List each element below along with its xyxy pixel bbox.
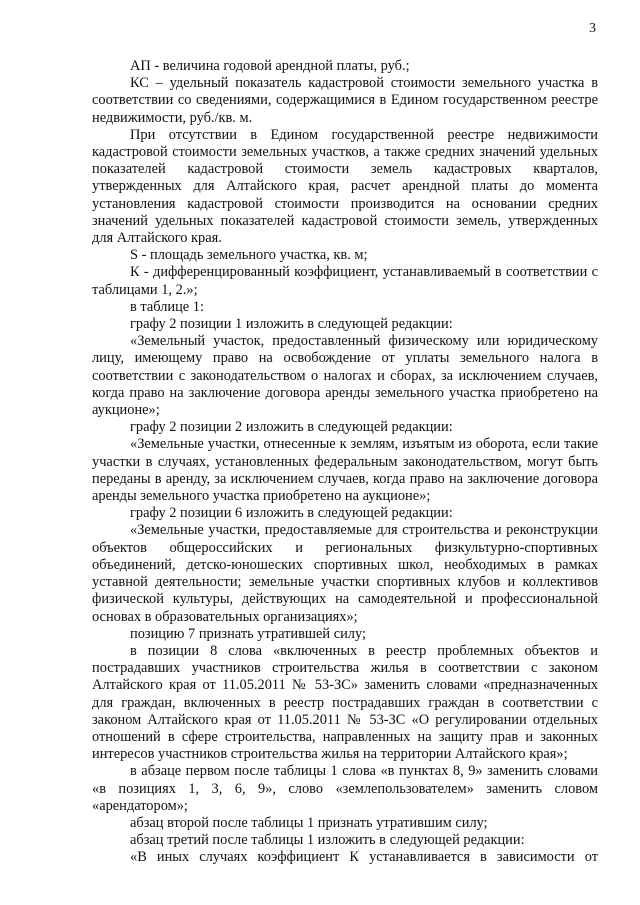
paragraph: «Земельные участки, отнесенные к землям, изъятым из оборота, если такие участки в случаях, установленных федеральным законодательством, могут быть переданы в аренду, за исключением случаев, когда право на заключение договора аренды земельного участка приобретено на аукционе»;	[92, 436, 598, 505]
paragraph: графу 2 позиции 6 изложить в следующей редакции:	[130, 505, 453, 522]
paragraph: графу 2 позиции 2 изложить в следующей редакции:	[130, 419, 453, 436]
paragraph: S - площадь земельного участка, кв. м;	[130, 247, 368, 264]
paragraph: абзац третий после таблицы 1 изложить в следующей редакции:	[130, 832, 525, 849]
paragraph: позицию 7 признать утратившей силу;	[130, 625, 366, 642]
paragraph: КС – удельный показатель кадастровой стоимости земельного участка в соответствии со сведениями, содержащимися в Едином государственном реестре недвижимости, руб./кв. м.	[92, 75, 598, 126]
paragraph: в абзаце первом после таблицы 1 слова «в пунктах 8, 9» заменить словами «в позициях 1, 3, 6, 9», слово «землепользователем» заменить словом «арендатором»;	[92, 763, 598, 814]
paragraph: графу 2 позиции 1 изложить в следующей редакции:	[130, 316, 453, 333]
paragraph: «Земельный участок, предоставленный физическому или юридическому лицу, имеющему право на освобождение от уплаты земельного налога в соответствии с законодательством о налогах и сборах, за исключением случаев, когда право на заключение договора аренды земельного участка приобретено на аукционе»;	[92, 333, 598, 419]
paragraph: «Земельные участки, предоставляемые для строительства и реконструкции объектов общероссийских и региональных физкультурно-спортивных объединений, детско-юношеских спортивных школ, необходимых в рамках уставной деятельности; земельные участки спортивных клубов и коллективов физической культуры, действующих на самодеятельной и профессиональной основах в образовательных организациях»;	[92, 522, 598, 625]
paragraph: абзац второй после таблицы 1 признать утратившим силу;	[130, 814, 488, 831]
paragraph: «В иных случаях коэффициент К устанавливается в зависимости от	[130, 849, 598, 866]
paragraph: АП - величина годовой арендной платы, руб.;	[130, 58, 410, 74]
page-number: 3	[589, 21, 596, 36]
paragraph: в таблице 1:	[130, 298, 204, 315]
document-body	[92, 58, 598, 867]
paragraph: При отсутствии в Едином государственной реестре недвижимости кадастровой стоимости земельных участков, а также средних значений удельных показателей кадастровой стоимости земель кадастровых кварталов, утвержденных для Алтайского края, расчет арендной платы до момента установления кадастровой стоимости производится на основании средних значений удельных показателей кадастровой стоимости земель, утвержденных для Алтайского края.	[92, 126, 598, 247]
paragraph: К - дифференцированный коэффициент, устанавливаемый в соответствии с таблицами 1, 2.»;	[92, 264, 598, 298]
paragraph: в позиции 8 слова «включенных в реестр проблемных объектов и пострадавших участников строительства жилья в соответствии с законом Алтайского края от 11.05.2011 № 53-ЗС» заменить словами «предназначенных для граждан, включенных в реестр пострадавших граждан в соответствии с законом Алтайского края от 11.05.2011 № 53-ЗС «О регулировании отдельных отношений в сфере строительства, направленных на защиту прав и законных интересов участников строительства жилья на территории Алтайского края»;	[92, 642, 598, 763]
